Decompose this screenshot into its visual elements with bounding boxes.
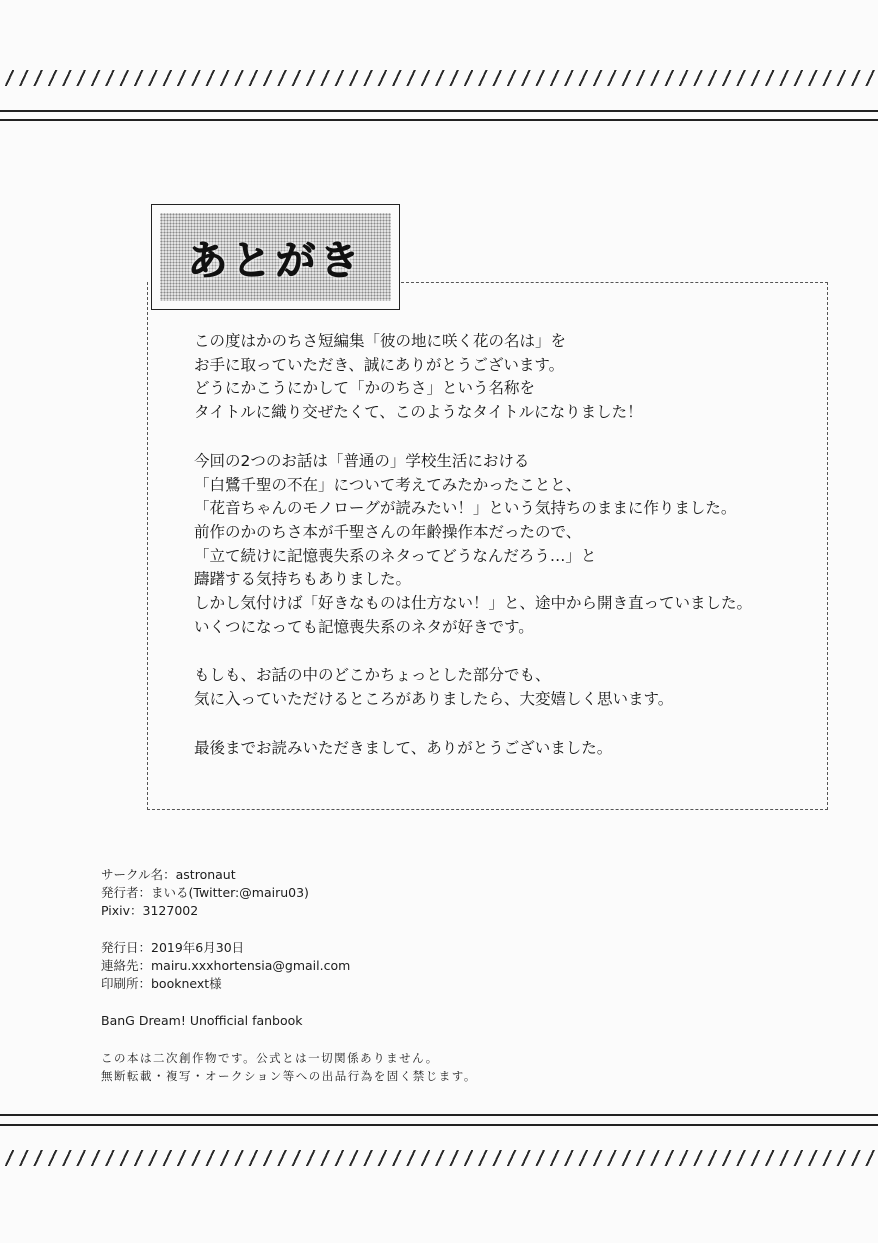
- colophon: [101, 866, 477, 1085]
- circle-name: サークル名：astronaut: [101, 867, 236, 882]
- disclaimer: この本は二次創作物です。公式とは一切関係ありません。: [101, 1051, 439, 1065]
- text-line: 「立て続けに記憶喪失系のネタってどうなんだろう…」と: [194, 546, 597, 565]
- text-line: お手に取っていただき、誠にありがとうございます。: [194, 355, 565, 374]
- publish-date: 発行日：2019年6月30日: [101, 940, 245, 955]
- afterword-body: [194, 330, 834, 786]
- pixiv-id: Pixiv：3127002: [101, 903, 199, 918]
- publisher: 発行者：まいる(Twitter:@mairu03): [101, 885, 309, 900]
- contact-email: 連絡先：mairu.xxxhortensia@gmail.com: [101, 958, 351, 973]
- text-line: どうにかこうにかして「かのちさ」という名称を: [194, 379, 536, 398]
- text-line: もしも、お話の中のどこかちょっとした部分でも、: [194, 666, 551, 685]
- text-line: 躊躇する気持ちもありました。: [194, 570, 412, 589]
- prohibition-note: 無断転載・複写・オークション等への出品行為を固く禁じます。: [101, 1069, 477, 1083]
- text-line: 「花音ちゃんのモノローグが読みたい！」という気持ちのままに作りました。: [194, 499, 737, 518]
- text-line: この度はかのちさ短編集「彼の地に咲く花の名は」を: [194, 332, 567, 350]
- top-rule-thick: [0, 119, 878, 121]
- text-line: 気に入っていただけるところがありましたら、大変嬉しく思います。: [194, 690, 674, 709]
- printer: 印刷所：booknext様: [101, 976, 222, 991]
- title-screentone: [160, 213, 391, 301]
- title-box: [151, 204, 400, 310]
- text-line: いくつになっても記憶喪失系のネタが好きです。: [194, 617, 534, 636]
- text-line: しかし気付けば「好きなものは仕方ない！」と、途中から開き直っていました。: [194, 594, 753, 613]
- paragraph-3: [194, 664, 834, 711]
- spacer: [101, 993, 477, 1012]
- bottom-rule-thin: [0, 1124, 878, 1126]
- bottom-hatch-border: [0, 1150, 878, 1166]
- top-hatch-border: [0, 70, 878, 86]
- text-line: 「白鷺千聖の不在」について考えてみたかったことと、: [194, 475, 582, 494]
- text-line: 今回の2つのお話は「普通の」学校生活における: [194, 451, 530, 470]
- paragraph-4: [194, 737, 834, 761]
- text-line: 最後までお読みいただきまして、ありがとうございました。: [194, 738, 613, 757]
- top-rule-thin: [0, 110, 878, 112]
- fanbook-label: BanG Dream! Unofficial fanbook: [101, 1013, 303, 1028]
- bottom-rule-thick: [0, 1114, 878, 1116]
- paragraph-2: [194, 450, 834, 640]
- spacer: [101, 1030, 477, 1049]
- page-title: あとがき: [187, 237, 364, 284]
- paragraph-1: [194, 330, 834, 425]
- spacer: [101, 920, 477, 939]
- text-line: 前作のかのちさ本が千聖さんの年齢操作本だったので、: [194, 522, 582, 541]
- text-line: タイトルに織り交ぜたくて、このようなタイトルになりました！: [194, 403, 643, 422]
